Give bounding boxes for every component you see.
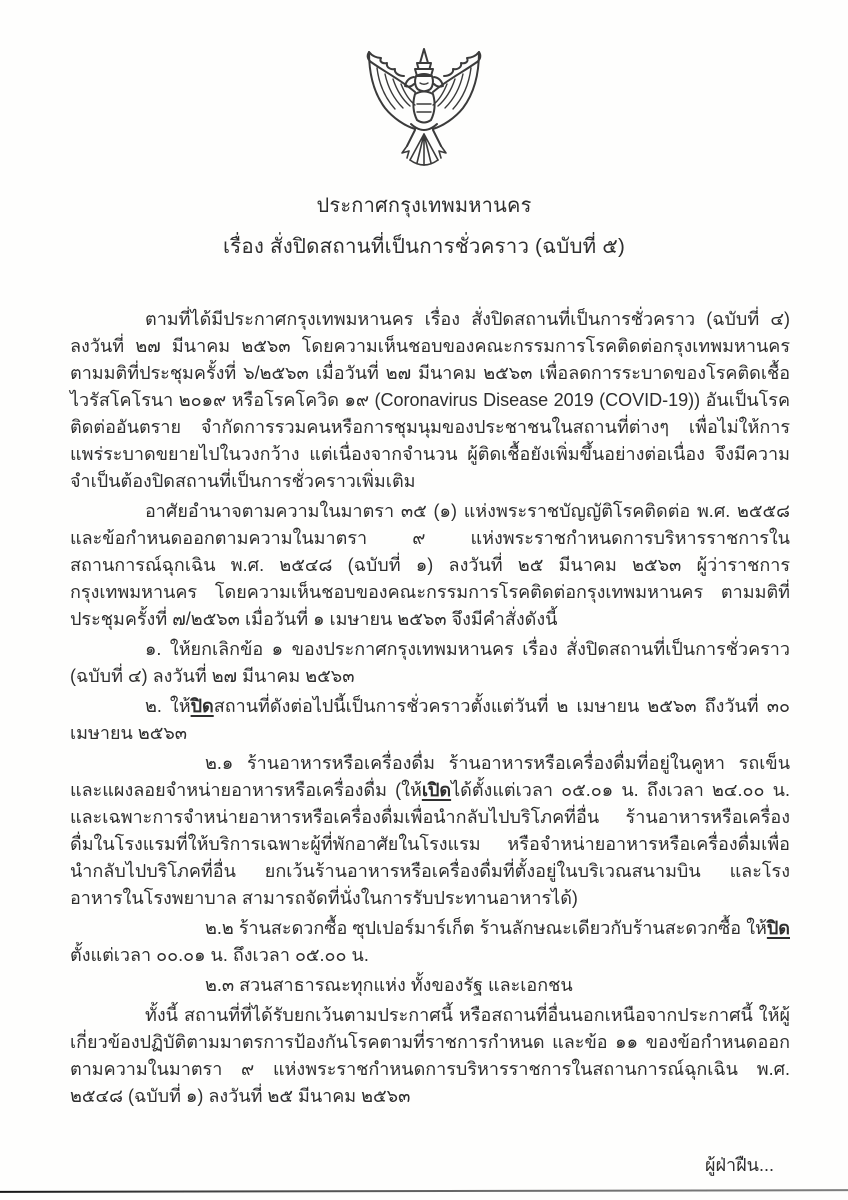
order-item-1: ๑. ให้ยกเลิกข้อ ๑ ของประกาศกรุงเทพมหานคร เรื่อง สั่งปิดสถานที่เป็นการชั่วคราว (ฉบับที่ ๔) ลงวันที่ ๒๗ มีนาคม ๒๕๖๓ <box>70 639 790 686</box>
garuda-emblem-icon <box>0 0 848 175</box>
document-body <box>0 263 848 1179</box>
paragraph-closing: ทั้งนี้ สถานที่ที่ได้รับยกเว้นตามประกาศนี้ หรือสถานที่อื่นนอกเหนือจากประกาศนี้ ให้ผู้เกี่ยวข้องปฏิบัติตามมาตรการป้องกันโรคตามที่ราชการกำหนด และข้อ ๑๑ ของข้อกำหนดออกตามความในมาตรา ๙ แห่งพระราชกำหนดการบริหารราชการในสถานการณ์ฉุกเฉิน พ.ศ. ๒๕๔๘ (ฉบับที่ ๑) ลงวันที่ ๒๕ มีนาคม ๒๕๖๓ <box>70 1005 790 1106</box>
order-item-2-1-text-cont: ได้ตั้งแต่เวลา ๐๕.๐๑ น. ถึงเวลา ๒๔.๐๐ น. และเฉพาะการจำหน่ายอาหารหรือเครื่องดื่มเพื่อนำกลับไปบริโภคที่อื่น ร้านอาหารหรือเครื่องดื่มในโรงแรมที่ให้บริการเฉพาะผู้ที่พักอาศัยในโรงแรม หรือจำหน่ายอาหารหรือเครื่องดื่มเพื่อนำกลับไปบริโภคที่อื่น ยกเว้นร้านอาหารหรือเครื่องดื่มที่ตั้งอยู่ในบริเวณสนามบิน และโรงอาหารในโรงพยาบาล สามารถจัดที่นั่งในการรับประทานอาหารได้) <box>70 780 790 908</box>
paragraph-legal-authority: อาศัยอำนาจตามความในมาตรา ๓๕ (๑) แห่งพระราชบัญญัติโรคติดต่อ พ.ศ. ๒๕๕๘ และข้อกำหนดออกตามความในมาตรา ๙ แห่งพระราชกำหนดการบริหารราชการในสถานการณ์ฉุกเฉิน พ.ศ. ๒๕๔๘ (ฉบับที่ ๑) ลงวันที่ ๒๕ มีนาคม ๒๕๖๓ ผู้ว่าราชการกรุงเทพมหานคร โดยความเห็นชอบของคณะกรรมการโรคติดต่อกรุงเทพมหานคร ตามมติที่ประชุมครั้งที่ ๗/๒๕๖๓ เมื่อวันที่ ๑ เมษายน ๒๕๖๓ จึงมีคำสั่งดังนี้ <box>70 501 790 629</box>
order-item-2-1-text: ๒.๑ ร้านอาหารหรือเครื่องดื่ม ร้านอาหารหรือเครื่องดื่มที่อยู่ในคูหา รถเข็นและแผงลอยจำหน่ายอาหารหรือเครื่องดื่ม (ให้ <box>70 753 790 800</box>
paragraph-preamble: ตามที่ได้มีประกาศกรุงเทพมหานคร เรื่อง สั่งปิดสถานที่เป็นการชั่วคราว (ฉบับที่ ๔) ลงวันที่ ๒๗ มีนาคม ๒๕๖๓ โดยความเห็นชอบของคณะกรรมการโรคติดต่อกรุงเทพมหานคร ตามมติที่ประชุมครั้งที่ ๖/๒๕๖๓ เมื่อวันที่ ๒๗ มีนาคม ๒๕๖๓ เพื่อลดการระบาดของโรคติดเชื้อไวรัสโคโรนา ๒๐๑๙ หรือโรคโควิด ๑๙ (Coronavirus Disease 2019 (COVID-19)) อันเป็นโรคติดต่ออันตราย จำกัดการรวมคนหรือการชุมนุมของประชาชนในสถานที่ต่างๆ เพื่อไม่ให้การแพร่ระบาดขยายไปในวงกว้าง แต่เนื่องจากจำนวน ผู้ติดเชื้อยังเพิ่มขึ้นอย่างต่อเนื่อง จึงมีความจำเป็นต้องปิดสถานที่เป็นการชั่วคราวเพิ่มเติม <box>70 309 790 491</box>
order-item-2-2-underlined-word: ปิด <box>766 918 790 938</box>
order-item-2-2-text: ๒.๒ ร้านสะดวกซื้อ ซุปเปอร์มาร์เก็ต ร้านลักษณะเดียวกับร้านสะดวกซื้อ ให้ <box>205 918 767 938</box>
order-item-2-3: ๒.๓ สวนสาธารณะทุกแห่ง ทั้งของรัฐ และเอกชน <box>205 975 573 995</box>
order-item-2-text: ๒. ให้ <box>145 696 191 716</box>
announcement-org-title: ประกาศกรุงเทพมหานคร <box>316 195 532 217</box>
announcement-subject-title: เรื่อง สั่งปิดสถานที่เป็นการชั่วคราว (ฉบับที่ ๕) <box>222 235 626 258</box>
order-item-2-1 <box>70 750 790 912</box>
scan-edge-artifact <box>0 1189 848 1193</box>
order-item-2 <box>70 693 790 747</box>
page-continuation-note: ผู้ฝ่าฝืน... <box>704 1155 774 1175</box>
order-item-2-text-cont: สถานที่ดังต่อไปนี้เป็นการชั่วคราวตั้งแต่วันที่ ๒ เมษายน ๒๕๖๓ ถึงวันที่ ๓๐ เมษายน ๒๕๖๓ <box>70 696 790 743</box>
order-item-2-1-underlined-word: เปิด <box>421 780 452 800</box>
order-item-2-underlined-word: ปิด <box>190 696 214 716</box>
order-item-2-2 <box>70 915 790 969</box>
order-item-2-2-text-cont: ตั้งแต่เวลา ๐๐.๐๑ น. ถึงเวลา ๐๕.๐๐ น. <box>70 945 369 965</box>
